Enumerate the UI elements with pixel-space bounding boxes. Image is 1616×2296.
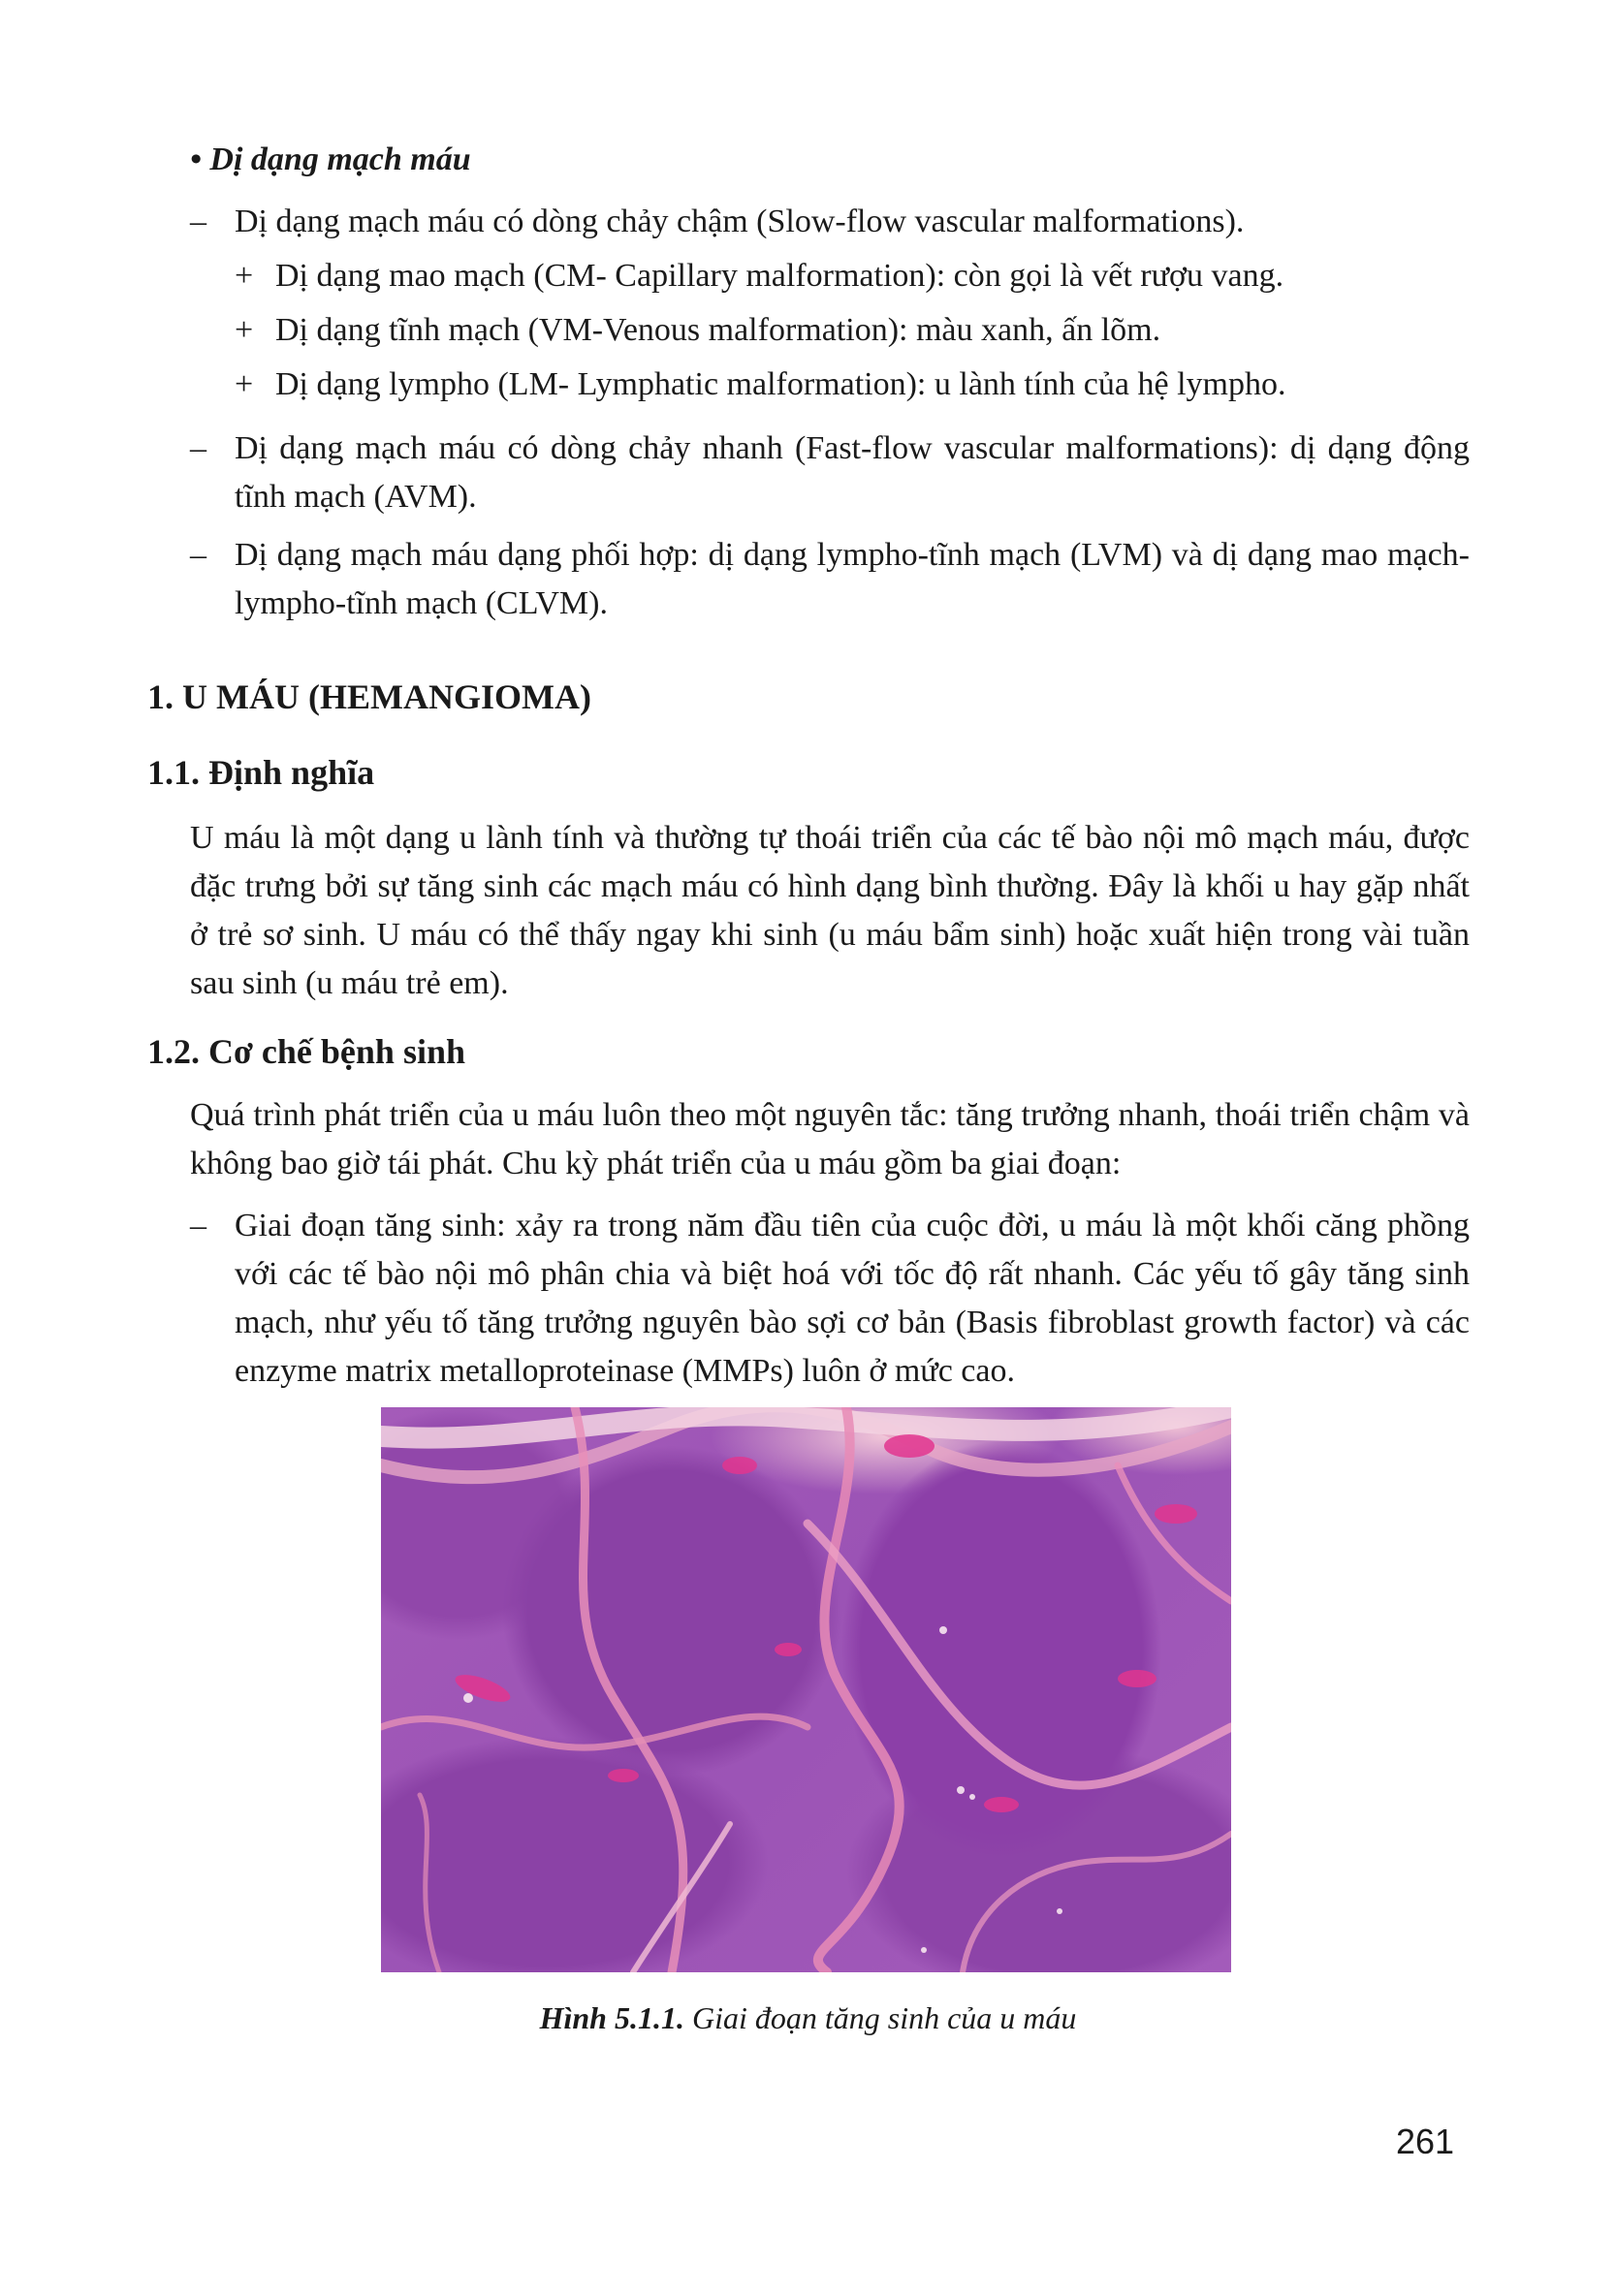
page-number: 261 — [1396, 2122, 1455, 2161]
subsection-heading: 1.2. Cơ chế bệnh sinh — [147, 1032, 466, 1071]
plus-mark: + — [235, 312, 254, 348]
list-item-text: Dị dạng tĩnh mạch (VM-Venous malformation): màu xanh, ấn lõm. — [275, 312, 1161, 348]
list-item-text: Dị dạng mạch máu có dòng chảy nhanh (Fast-flow vascular malformations): dị dạng động tĩnh mạch (AVM). — [235, 430, 1470, 515]
figure-caption-text: Giai đoạn tăng sinh của u máu — [683, 2000, 1077, 2035]
list-item — [235, 306, 1466, 355]
list-item — [190, 425, 1470, 521]
list-item — [235, 361, 1466, 409]
list-item-text: Dị dạng mạch máu dạng phối hợp: dị dạng lympho-tĩnh mạch (LVM) và dị dạng mao mạch-lympho-tĩnh mạch (CLVM). — [235, 537, 1470, 621]
figure-caption — [0, 1997, 1616, 2039]
figure-caption-label: Hình 5.1.1. — [539, 2000, 684, 2035]
list-item — [190, 1202, 1470, 1396]
paragraph: U máu là một dạng u lành tính và thường tự thoái triển của các tế bào nội mô mạch máu, được đặc trưng bởi sự tăng sinh các mạch máu có hình dạng bình thường. Đây là khối u hay gặp nhất ở trẻ sơ sinh. U máu có thể thấy ngay khi sinh (u máu bẩm sinh) hoặc xuất hiện trong vài tuần sau sinh (u máu trẻ em). — [190, 820, 1470, 1001]
list-item — [190, 198, 1470, 246]
histology-image — [381, 1407, 1231, 1972]
dash-mark: – — [190, 204, 206, 239]
list-item-text: Dị dạng mạch máu có dòng chảy chậm (Slow-flow vascular malformations). — [235, 204, 1245, 239]
subsection-heading — [190, 136, 471, 184]
bullet-mark: • — [190, 142, 202, 177]
section-heading: 1. U MÁU (HEMANGIOMA) — [147, 677, 591, 716]
plus-mark: + — [235, 258, 254, 294]
list-item-text: Dị dạng lympho (LM- Lymphatic malformation): u lành tính của hệ lympho. — [275, 366, 1286, 402]
list-item — [190, 531, 1470, 628]
subsection-heading-text: Dị dạng mạch máu — [209, 142, 471, 177]
histology-texture — [381, 1407, 1231, 1972]
dash-mark: – — [190, 430, 206, 466]
subsection-heading: 1.1. Định nghĩa — [147, 753, 375, 792]
list-item — [235, 252, 1466, 300]
dash-mark: – — [190, 537, 206, 573]
list-item-text: Dị dạng mao mạch (CM- Capillary malformation): còn gọi là vết rượu vang. — [275, 258, 1284, 294]
paragraph: Quá trình phát triển của u máu luôn theo một nguyên tắc: tăng trưởng nhanh, thoái triển chậm và không bao giờ tái phát. Chu kỳ phát triển của u máu gồm ba giai đoạn: — [190, 1097, 1470, 1181]
list-item-text: Giai đoạn tăng sinh: xảy ra trong năm đầu tiên của cuộc đời, u máu là một khối căng phồng với các tế bào nội mô phân chia và biệt hoá với tốc độ rất nhanh. Các yếu tố gây tăng sinh mạch, như yếu tố tăng trưởng nguyên bào sợi cơ bản (Basis fibroblast growth factor) và các enzyme matrix metalloproteinase (MMPs) luôn ở mức cao. — [235, 1208, 1470, 1389]
plus-mark: + — [235, 366, 254, 402]
dash-mark: – — [190, 1208, 206, 1243]
